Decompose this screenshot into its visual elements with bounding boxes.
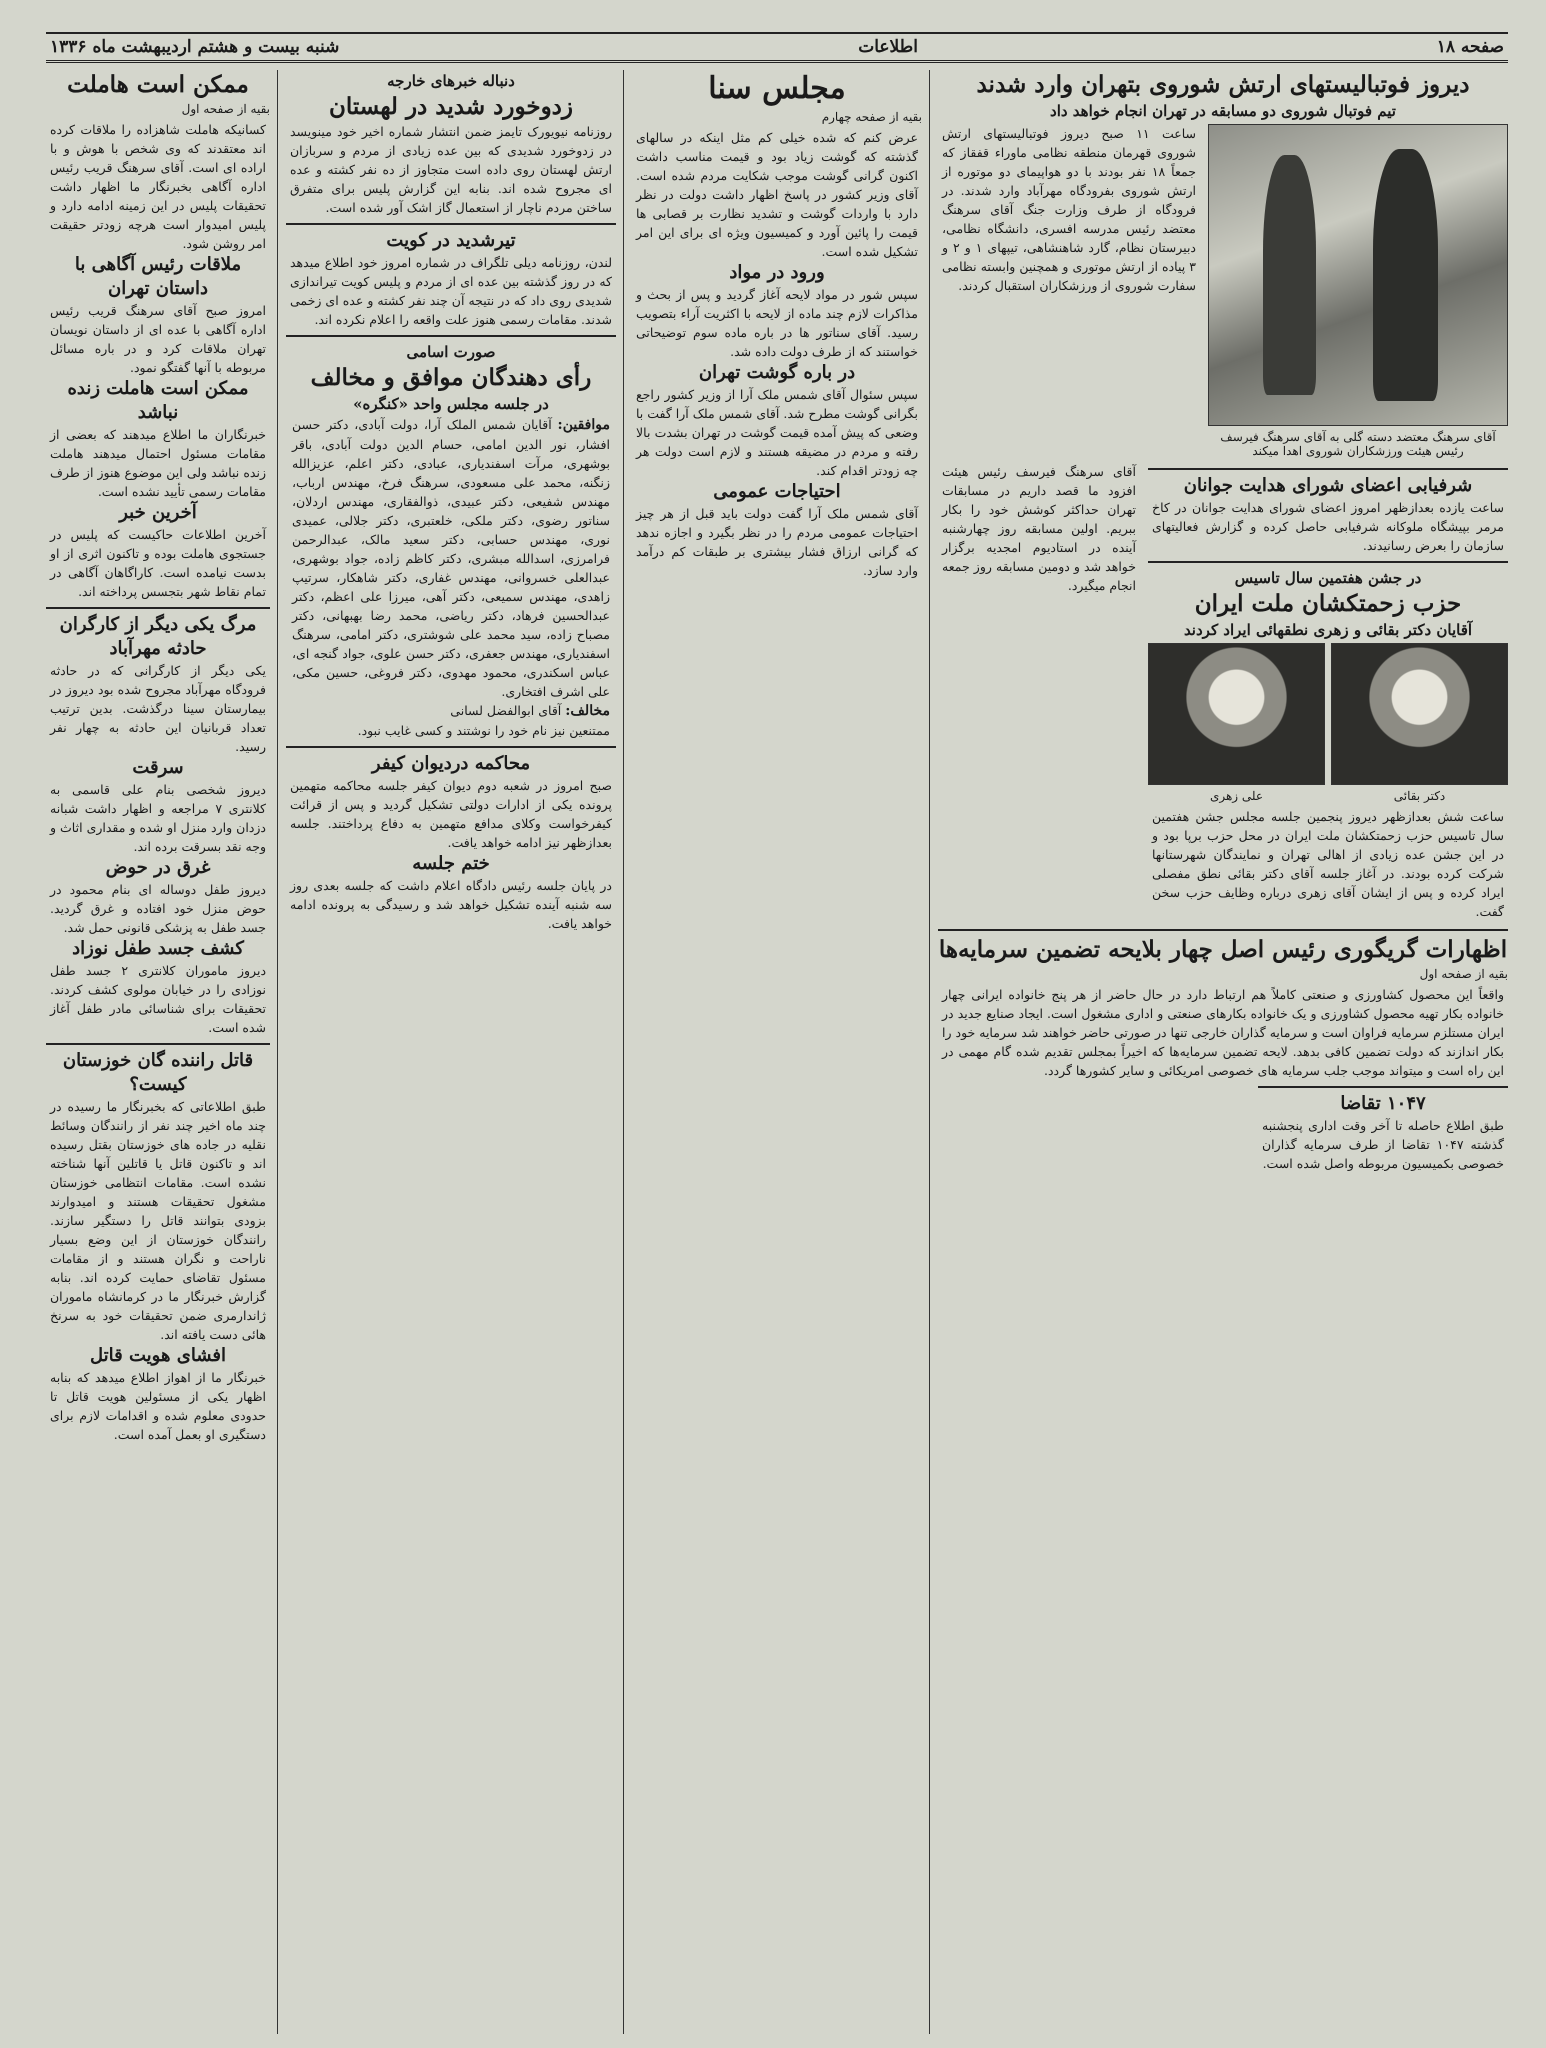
last-news-headline: آخرین خبر	[119, 502, 197, 523]
pan-iranist-body: ساعت شش بعدازظهر دیروز پنجمین جلسه مجلس جشن هفتمین سال تاسیس حزب زحمتکشان ملت ایران در محل حزب برپا بود و در این جشن عده زیادی از اهالی تهران و نمایندگان شهرستانها شرکت کرده بودند. در آغاز جلسه آقای دکتر بقائی نطق مفصلی ایراد کرده و پس از ایشان آقای زهری درباره وظایف حزب سخن گفت.	[1152, 809, 1504, 919]
poland-body: روزنامه نیویورک تایمز ضمن انتشار شماره اخیر خود مینویسد در زدوخورد شدیدی که بین عده زیادی از مردم و سربازان ارتش لهستان روی داده است متجاوز از ده نفر کشته و عده ای مجروح شده اند. بنابه این گزارش پلیس برای متفرق ساختن مردم ناچار از استعمال گاز اشک آور شده است.	[290, 124, 612, 215]
issue-date: شنبه بیست و هشتم اردیبهشت ماه ۱۳۳۶	[50, 37, 340, 57]
worker-headline: مرگ یکی دیگر از کارگران حادثه مهرآباد	[59, 614, 257, 659]
pool-headline: غرق در حوض	[105, 857, 211, 878]
meeting-body: امروز صبح آقای سرهنگ قریب رئیس اداره آگاهی با عده ای از داستان نویسان تهران ملاقات کرد و در باره مسائل مربوطه با آنها گفتگو نمود.	[50, 303, 266, 375]
honor-council-headline: شرفیابی اعضای شورای هدایت جوانان	[1183, 475, 1473, 496]
column-rule	[623, 70, 624, 2034]
zohari-portrait	[1148, 643, 1325, 785]
requests-box-title: ۱۰۴۷ تقاضا	[1340, 1093, 1426, 1114]
majlis-sena-body2: سپس شور در مواد لایحه آغاز گردید و پس از بحث و مذاکرات لازم چند ماده از لایحه با اکثریت آراء بتصویب رسید. آقای سناتور ها در باره ماده سوم توضیحاتی خواستند که از طرف دولت داده شد.	[636, 287, 918, 359]
baghaei-portrait	[1331, 643, 1508, 785]
hamlet-subheadline: بقیه از صفحه اول	[181, 102, 270, 116]
running-head	[46, 34, 1508, 63]
majlis-sena-section3: در باره گوشت تهران	[698, 362, 856, 383]
disagree-names: آقای ابوالفضل لسانی	[450, 703, 562, 718]
identity-headline: افشای هویت قاتل	[90, 1345, 226, 1366]
column-rule	[929, 70, 930, 2034]
soviet-football-continued: آقای سرهنگ فیرسف رئیس هیئت افزود ما قصد داریم در مسابقات تهران حداکثر کوشش خود را بکار ببریم. اولین مسابقه روز چهارشنبه آینده در استادیوم امجدیه برگزار خواهد شد و دومین مسابقه روز جمعه انجام میگیرد.	[942, 464, 1136, 593]
child-headline: کشف جسد طفل نوزاد	[72, 938, 244, 959]
trial-end-body: در پایان جلسه رئیس دادگاه اعلام داشت که جلسه بعدی روز سه شنبه آینده تشکیل خواهد شد و رسیدگی به پرونده ادامه خواهد یافت.	[290, 878, 612, 931]
pool-body: دیروز طفل دوساله ای بنام محمود در حوض منزل خود افتاده و غرق گردید. جسد طفل به پزشکی قانونی حمل شد.	[50, 882, 266, 935]
requests-box-body: طبق اطلاع حاصله تا آخر وقت اداری پنجشنبه گذشته ۱۰۴۷ تقاضا از طرف سرمایه گذاران خصوصی بکمیسیون مربوطه واصل شده است.	[1262, 1118, 1504, 1171]
pan-iranist-headline: حزب زحمتکشان ملت ایران	[1194, 590, 1462, 617]
worker-body: یکی دیگر از کارگرانی که در حادثه فرودگاه مهرآباد مجروح شده بود دیروز در بیمارستان سینا درگذشت. بدین ترتیب تعداد قربانیان این حادثه به چهار نفر رسید.	[50, 663, 266, 754]
majlis-sena-body: عرض کنم که شده خیلی کم مثل اینکه در سالهای گذشته که گوشت زیاد بود و قیمت مناسب داشت اکنون گرانی گوشت موجب شکایت مردم شده است. آقای وزیر کشور در پاسخ اظهار داشت دولت در نظر دارد با واردات گوشت و تشدید نظارت بر قصابی ها قیمت را پائین آورد و کمیسیون ویژه ای برای این امر تشکیل شده است.	[636, 130, 918, 259]
identity-body: خبرنگار ما از اهواز اطلاع میدهد که بنابه اظهار یکی از مسئولین هویت قاتل تا حدودی معلوم شده و اقدامات لازم برای دستگیری او بعمل آمده است.	[50, 1370, 266, 1442]
column-foreign-news	[286, 70, 616, 2034]
paper-name: اطلاعات	[858, 37, 918, 57]
soviet-football-body: ساعت ۱۱ صبح دیروز فوتبالیستهای ارتش شوروی قهرمان منطقه نظامی ماوراء قفقاز که جمعاً ۱۸ نفر بودند با دو هواپیمای دو موتوره از ارتش شوروی بفرودگاه مهرآباد وارد شدند. در فرودگاه از طرف وزارت جنگ آقای سرهنگ معتضد رئیس مدرسه افسری، دانشگاه نظامی، دبیرستان نظام، گارد شاهنشاهی، تیپهای ۱ و ۲ و ۳ پیاده از ارتش موتوری و همچنین وابسته نظامی سفارت شوروی از ورزشکاران استقبال کردند.	[942, 126, 1196, 293]
agree-names: آقایان شمس الملک آرا، دولت آبادی، دکتر حسن افشار، نور الدین امامی، حسام الدین دولت آبادی، باقر بوشهری، مرآت اسفندیاری، عبادی، دکتر اعلم، عزیزالله زنگنه، محمد علی مسعودی، سرهنگ فرخ، مهندس ارباب، مهندس شفیعی، دکتر عبیدی، ذوالفقاری، مهندس اردلان، سناتور رضوی، دکتر ملکی، خلعتبری، دکتر جلالی، عمیدی نوری، مهندس حسابی، دکتر سعید مالک، عبدالرحمن فرامرزی، اسدالله مبشری، دکتر کاظم زاده، جواد بوشهری، عبدالعلی خسروانی، مهندس غفاری، دکتر شاهکار، سرتیپ زاهدی، مهندس سمیعی، دکتر آهی، میرزا علی اعظم، دکتر عبدالحسین فرهاد، دکتر ریاضی، محمد رضا بهبهانی، دکتر مصباح زاده، سید محمد علی شوشتری، دکتر امامی، سرهنگ اسفندیاری، مهندس جعفری، دکتر حسن علوی، جواد گنجه ای، عباس اسکندری، محمود مهدوی، دکتر فروغی، حسین مکی، علی اشرف افتخاری.	[292, 417, 610, 699]
newspaper-page	[46, 32, 1508, 2034]
vote-list-kicker: صورت اسامی	[406, 343, 496, 361]
majlis-sena-subheadline: بقیه از صفحه چهارم	[821, 110, 922, 124]
soviet-football-headline: دیروز فوتبالیستهای ارتش شوروی بتهران وارد شدند	[976, 71, 1470, 98]
khuzestan-headline: قاتل راننده گان خوزستان کیست؟	[62, 1050, 254, 1095]
majlis-sena-body4: آقای شمس ملک آرا گفت دولت باید قبل از هر چیز احتیاجات عمومی مردم را در نظر بگیرد و اجازه ندهد که گرانی ارزاق فشار بیشتری بر طبقات کم درآمد وارد سازد.	[636, 506, 918, 578]
pan-iranist-subheadline: آقایان دکتر بقائی و زهری نطقهائی ایراد کردند	[1183, 621, 1473, 639]
column-soviet-football	[938, 70, 1508, 2034]
pan-iranist-kicker: در جشن هفتمین سال تاسیس	[1234, 569, 1422, 587]
vote-list-headline: رأی دهندگان موافق و مخالف	[310, 364, 592, 391]
majlis-sena-section4: احتیاجات عمومی	[713, 481, 841, 502]
soviet-football-subheadline: تیم فوتبال شوروی دو مسابقه در تهران انجام خواهد داد	[1050, 102, 1396, 120]
honor-council-body: ساعت یازده بعدازظهر امروز اعضای شورای هدایت جوانان در کاخ مرمر بپیشگاه ملوکانه شرفیابی حاصل کرده و گزارش فعالیتهای سازمان را بعرض رسانیدند.	[1152, 500, 1504, 553]
zohari-caption: علی زهری	[1209, 789, 1264, 803]
khuzestan-body: طبق اطلاعاتی که بخبرنگار ما رسیده در چند ماه اخیر چند نفر از رانندگان وسائط نقلیه در جاده های خوزستان بقتل رسیده اند و تاکنون قاتل یا قاتلین آنها شناخته نشده است. مقامات انتظامی خوزستان مشغول تحقیقات هستند و امیدوارند بزودی بتوانند قاتل را دستگیر سازند. رانندگان خوزستان از این وضع بسیار ناراحت و نگران هستند و از مقامات مسئول تقاضای حمایت کرده اند. بنابه گزارش خبرنگار ما در کرمانشاه ماموران ژاندارمری ضمن تحقیقات خود به سرنخ هائی دست یافته اند.	[50, 1099, 266, 1342]
disagree-label: مخالف:	[565, 703, 610, 719]
theft-body: دیروز شخصی بنام علی قاسمی به کلانتری ۷ مراجعه و اظهار داشت شبانه دزدان وارد منزل او شده و مقداری اثاث و وجه نقد بسرقت برده اند.	[50, 782, 266, 854]
trial-body: صبح امروز در شعبه دوم دیوان کیفر جلسه محاکمه متهمین پرونده یکی از ادارات دولتی تشکیل گردید و پس از قرائت کیفرخواست وکلای مدافع متهمین به دفاع پرداختند. جلسه بعدازظهر نیز ادامه خواهد یافت.	[290, 778, 612, 850]
kuwait-headline: تیرشدید در کویت	[386, 230, 516, 251]
baghaei-caption: دکتر بقائی	[1393, 789, 1446, 803]
trial-end-headline: ختم جلسه	[412, 853, 490, 874]
alive-body: خبرنگاران ما اطلاع میدهند که بعضی از مقامات مسئول احتمال میدهند هاملت زنده نباشد ولی این موضوع هنوز از طرف مقامات رسمی تأیید نشده است.	[50, 427, 266, 499]
meeting-headline: ملاقات رئیس آگاهی با داستان تهران	[74, 254, 242, 299]
poland-headline: زدوخورد شدید در لهستان	[328, 93, 574, 120]
kuwait-body: لندن، روزنامه دیلی تلگراف در شماره امروز خود اطلاع میدهد که در روز گذشته بین عده ای از مردم و پلیس کویت تیراندازی شدیدی روی داد که در نتیجه آن چند نفر کشته و عده ای زخمی شدند. مقامات رسمی هنوز علت واقعه را اعلام نکرده اند.	[290, 255, 612, 327]
gregory-headline: اظهارات گریگوری رئیس اصل چهار بلایحه تضمین سرمایه‌ها	[938, 936, 1508, 963]
last-news-body: آخرین اطلاعات حاکیست که پلیس در جستجوی هاملت بوده و تاکنون اثری از او بدست نیامده است. کاراگاهان آگاهی در تمام نقاط شهر بتجسس پرداخته اند.	[50, 527, 266, 599]
football-photo-caption: آقای سرهنگ معتضد دسته گلی به آقای سرهنگ فیرسف رئیس هیئت ورزشکاران شوروی اهدا میکند	[1220, 430, 1496, 458]
gregory-subheadline: بقیه از صفحه اول	[1419, 967, 1508, 981]
poland-kicker: دنباله خبرهای خارجه	[387, 72, 515, 90]
football-handshake-photo	[1208, 124, 1508, 426]
majlis-sena-body3: سپس سئوال آقای شمس ملک آرا از وزیر کشور راجع بگرانی گوشت مطرح شد. آقای شمس ملک آرا گفت با وضعی که پیش آمده قیمت گوشت در تهران بشدت بالا رفته و مردم در مضیقه هستند و لازم است دولت هر چه زودتر اقدام کند.	[635, 387, 918, 478]
column-rule	[277, 70, 278, 2034]
page-number: صفحه ۱۸	[1436, 37, 1504, 57]
hamlet-body: کسانیکه هاملت شاهزاده را ملاقات کرده اند معتقدند که وی شخص با هوش و با اراده ای است. آقای سرهنگ قریب رئیس اداره آگاهی بخبرنگار ما اظهار داشت تحقیقات پلیس در این زمینه ادامه دارد و پلیس امیدوار است هرچه زودتر حقیقت امر روشن شود.	[50, 122, 266, 251]
trial-headline: محاکمه دردیوان کیفر	[371, 753, 531, 774]
majlis-sena-headline: مجلس سنا	[708, 71, 846, 106]
child-body: دیروز ماموران کلانتری ۲ جسد طفل نوزادی را در خیابان مولوی کشف کردند. تحقیقات برای شناسائی مادر طفل آغاز شده است.	[50, 963, 267, 1035]
column-majlis-sena	[632, 70, 922, 2034]
gregory-body: واقعاً این محصول کشاورزی و صنعتی کاملاً هم ارتباط دارد در حال حاضر از هر پنج خانواده ایرانی چهار خانواده بکار تهیه محصول کشاورزی و یک خانواده بکارهای صنعتی و اداری مشغول است. ایجاد صنایع جدید در ایران مستلزم سرمایه فراوان است و سرمایه گذاران خارجی تنها در صورتی حاضر خواهند شد سرمایه خود را بکار اندازند که دولت تضمین کافی بدهد. لایحه تضمین سرمایه‌ها که اخیراً بمجلس تقدیم شده گام مهمی در این راه است و میتواند موجب جلب سرمایه های خصوصی امریکائی و سایر کشورها گردد.	[942, 987, 1504, 1078]
majlis-sena-section2: ورود در مواد	[729, 262, 825, 283]
alive-headline: ممکن است هاملت زنده نباشد	[67, 378, 249, 423]
agree-label: موافقین:	[557, 417, 610, 433]
vote-list-subheadline: در جلسه مجلس واحد «کنگره»	[353, 395, 549, 413]
hamlet-headline: ممکن است هاملت	[67, 71, 249, 98]
abstain-note: ممتنعین نیز نام خود را نوشتند و کسی غایب نبود.	[357, 723, 610, 738]
theft-headline: سرقت	[132, 757, 184, 778]
column-hamlet	[46, 70, 270, 2034]
